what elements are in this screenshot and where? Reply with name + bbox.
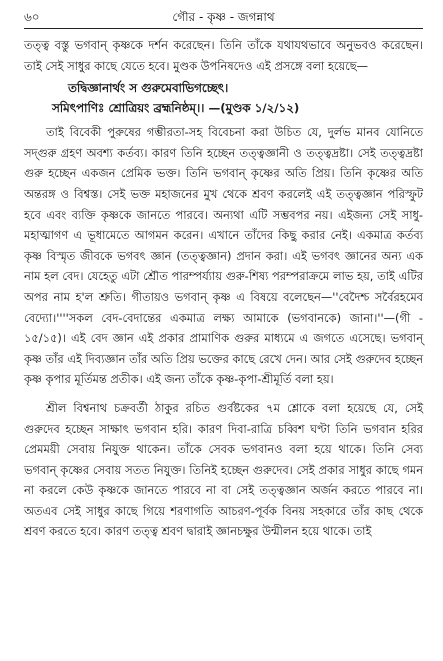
sanskrit-verse [24, 78, 423, 118]
paragraph-2: তাই বিবেকী পুরুষের গম্ভীরতা-সহ বিবেচনা করা উচিত যে, দুর্লভ মানব যোনিতে সদ্গুরু গ্রহণ অবশ্য কর্তব্য। কারণ তিনি হচ্ছেন তত্ত্বজ্ঞানী ও তত্ত্বদ্রষ্টা। সেই তত্ত্বদ্রষ্টা গুরু হচ্ছেন একজন প্রেমিক ভক্ত। তিনি ভগবান্ কৃষ্ণের অতি প্রিয়। তিনি কৃষ্ণের অতি অন্তরঙ্গ ও বিশ্বস্ত। সেই ভক্ত মহাজনের মুখ থেকে শ্রবণ করলেই এই তত্ত্বজ্ঞান পরিস্ফুট হবে এবং ব্যক্তি কৃষ্ণকে জানতে পারবে। অন্যথা এটি সম্ভবপর নয়। এইজন্য সেই সাধু-মহাত্মাগণ এ ভূধামেতে আগমন করেন। এখানে তাঁদের কিছু করার নেই। একমাত্র কর্তব্য কৃষ্ণ বিস্মৃত জীবকে ভগবৎ জ্ঞান (তত্ত্বজ্ঞান) প্রদান করা। এই ভগবৎ জ্ঞানের অন্য এক নাম হল বেদ। যেহেতু এটা শ্রৌত পারম্পর্য্যায় গুরু-শিষ্য পরম্পরাক্রমে লাভ হয়, তাই এটির অপর নাম হ'ল শ্রুতি। গীতায়ও ভগবান্ কৃষ্ণ এ বিষয়ে বলেছেন—''বেদৈশ্চ সর্বৈরহমেব বেদ্যো।''''সকল বেদ-বেদান্তের একমাত্র লক্ষ্য আমাকে (ভগবানকে) জানা।''—(গী - ১৫/১৫)। এই বেদ জ্ঞান এই প্রকার প্রামাণিক গুরুর মাধ্যমে এ জগতে এসেছে। ভগবান্ কৃষ্ণ তাঁর এই দিব্যজ্ঞান তাঁর অতি প্রিয় ভক্তের কাছে রেখে দেন। আর সেই গুরুদেব হচ্ছেন কৃষ্ণ কৃপার মূর্তিমন্ত প্রতীক। এই জন্য তাঁকে কৃষ্ণ-কৃপা-শ্রীমূর্তি বলা হয়। [24, 125, 423, 387]
paragraph-1: তত্ত্ব বস্তু ভগবান্ কৃষ্ণকে দর্শন করেছেন। তিনি তাঁকে যথাযথভাবে অনুভবও করেছেন। তাই সেই সাধুর কাছে যেতে হবে। মুণ্ডক উপনিষদেও এই প্রসঙ্গে বলা হয়েছে— [24, 38, 423, 73]
paragraph-3: শ্রীল বিশ্বনাথ চক্রবর্তী ঠাকুর রচিত গুর্বষ্টকের ৭ম শ্লোকে বলা হয়েছে যে, সেই গুরুদেব হচ্ছেন সাক্ষাৎ ভগবান হরি। কারণ দিবা-রাত্রি চব্বিশ ঘণ্টা তিনি ভগবান হরির প্রেমময়ী সেবায় নিযুক্ত থাকেন। তাঁকে সেবক ভগবানও বলা হয়ে থাকে। তিনি সেব্য ভগবান্ কৃষ্ণের সেবায় সতত নিযুক্ত। তিনিই হচ্ছেন গুরুদেব। সেই প্রকার সাধুর কাছে গমন না করলে কেউ কৃষ্ণকে জানতে পারবে না বা সেই তত্ত্বজ্ঞান অর্জন করতে পারবে না। অতএব সেই সাধুর কাছে গিয়ে শরণাগতি আচরণ-পূর্বক বিনয় সহকারে তাঁর কাছ থেকে শ্রবণ করতে হবে। কারণ তত্ত্ব শ্রবণ দ্বারাই জ্ঞানচক্ষুর উন্মীলন হয়ে থাকে। তাই [24, 400, 423, 539]
verse-line-2: সমিৎপাণিঃ শ্রোত্রিয়ং ব্রহ্মনিষ্ঠম্।। —(মুণ্ডক ১/২/১২) [52, 101, 300, 116]
page-header [24, 8, 423, 29]
paragraph-gap [24, 390, 423, 398]
page-number: ৬০ [24, 10, 40, 24]
running-title: গৌর - কৃষ্ণ - জগন্নাথ [172, 10, 275, 24]
verse-line-1: তদ্বিজ্ঞানার্থং স গুরুমেবাভিগচ্ছেৎ। [68, 81, 229, 96]
